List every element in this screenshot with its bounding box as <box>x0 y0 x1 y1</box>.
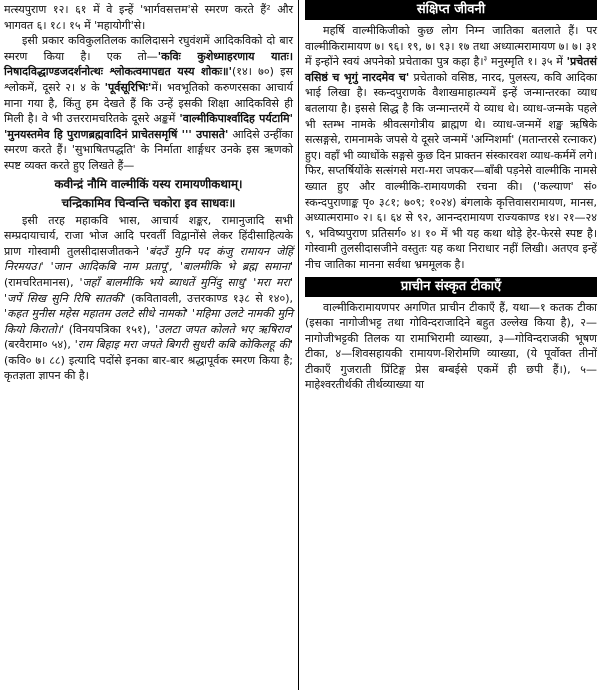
quote-purvasuri: 'पूर्वसूरिभिः' <box>104 80 152 94</box>
text-run: इसी तरह महाकवि भास, आचार्य शङ्कर, रामानुजादि सभी सम्प्रदायाचार्य, राजा भोज आदि परवर्ती विद्वानोंसे लेकर हिंदीसाहित्यके प्राण गोस्वामी तुलसीदासजीतकने <box>4 213 293 258</box>
paragraph-tulsidas <box>4 213 293 385</box>
paragraph-kalidasa <box>4 33 293 173</box>
text-run: में। भवभूतिको करुणरसका आचार्य माना गया है, किंतु हम देखते हैं कि उन्हें इसकी शिक्षा आदिकविसे ही मिली है। वे भी उत्तररामचरितके दूसरे अङ्कमें <box>4 80 293 126</box>
text-run: प्रचेताको वसिष्ठ, नारद, पुलस्त्य, कवि आदिका भाई लिखा है। स्कन्दपुराणके वैशाखमाहात्म्यमें इन्हें जन्मान्तरका व्याध बतलाया है। इससे सिद्ध है कि जन्मान्तरमें ये व्याध थे। व्याध-जन्मके पहले भी स्तम्भ नामके श्रीवत्सगोत्रीय ब्राह्मण थे। व्याध-जन्ममें शङ्ख ऋषिके सत्सङ्गसे, रामनामके जपसे ये दूसरे जन्ममें 'अग्निशर्मा' (मतान्तरसे रत्नाकर) हुए। वहाँ भी व्याधोंके सङ्गसे कुछ दिन प्राक्तन संस्कारवश व्याध-कर्ममें लगे। फिर, सप्तर्षियोंके सत्संगसे मरा-मरा जपकर—बाँबी पड़नेसे वाल्मीकि नामसे ख्यात हुए और वाल्मीकि-रामायणकी रचना की। ('कल्याण' सं० स्कन्दपुराणाङ्क पृ० ३८१; ७०९; १०२४) बंगलाके कृत्तिवासरामायण, मानस, अध्यात्मरामा० २। ६। ६४ से ९२, आनन्दरामायण राज्यकाण्ड १४। २१—२४ ९, भविष्यपुराण प्रतिसर्ग० ४। १० में भी यह कथा थोड़े हेर-फेरसे स्पष्ट है। गोस्वामी तुलसीदासजीने वस्तुतः यह कथा निराधार नहीं लिखी। अतएव इन्हें नीच जातिका मानना सर्वथा भ्रममूलक है। <box>305 70 598 271</box>
text-run: मनुस्मृति १। ३५ में <box>487 55 567 69</box>
paragraph-biography <box>305 23 597 273</box>
section-heading-commentaries: प्राचीन संस्कृत टीकाएँ <box>305 277 597 297</box>
paragraph-matsya: मत्स्यपुराण १२। ६१ में वे इन्हें 'भार्गवसत्तम'से स्मरण करते हैं² और भागवत ६। १८। १५ में 'महायोगी'से। <box>4 3 293 32</box>
paragraph-commentaries: वाल्मीकिरामायणपर अगणित प्राचीन टीकाएँ हैं, यथा—१ कतक टीका (इसका नागोजीभट्ट तथा गोविन्दराजादिने बहुत उल्लेख किया है), २—नागोजीभट्टकी तिलक या रामाभिरामी व्याख्या, ३—गोविन्दराजकी भूषण टीका, ४—शिवसहायकी रामायण-शिरोमणि व्याख्या, (ये पूर्वोक्त तीनों टीकाएँ गुजराती प्रिंटिङ्ग प्रेस बम्बईसे एकमें ही छपी हैं।), ५—माहेश्वरतीर्थकी तीर्थव्याख्या या <box>305 300 597 392</box>
right-column <box>300 0 600 690</box>
text-run: (कवितावली, उत्तरकाण्ड १३८ से १४०), <box>125 291 293 305</box>
verse-line-1: कवीन्द्रं नौमि वाल्मीकिं यस्य रामायणीकथाम्। <box>54 176 243 191</box>
text-run: महर्षि वाल्मीकिजीको कुछ लोग निम्न जातिका बतलाते हैं। पर वाल्मीकिरामायण ७। ९६। १९, ७। ९३। १७ तथा अध्यात्मरामायण ७। ७। ३१ में इन्होंने स्वयं अपनेको प्रचेताका पुत्र कहा है। <box>305 24 597 69</box>
text-run: (बरवैरामा० ५४), <box>4 338 75 352</box>
column-divider <box>298 0 299 690</box>
footnote-marker: ३ <box>483 54 488 63</box>
verse-line-2: चन्द्रिकामिव चिन्वन्ति चकोरा इव साधवः॥ <box>61 195 236 210</box>
text-run: (विनयपत्रिका १५१), <box>64 322 156 336</box>
text-run: (१४। ७०) इस श्लोकमें, दूसरे २। ४ के <box>4 65 293 94</box>
text-run: (रामचरितमानस), <box>4 275 80 289</box>
quote-manusmriti: 'प्रचेतसं वसिष्ठं च भृगुं नारदमेव च' <box>305 55 597 84</box>
quote-uttararamacharita: 'वाल्मीकिपार्श्वादिह पर्यटामि' 'मुनयस्तमेव हि पुराणब्रह्मवादिनं प्राचेतसमृषिं ''' उपासते' <box>4 112 293 141</box>
quote-barvai: 'उलटा जपत कोलते भए ऋषिराव' <box>155 322 293 336</box>
text-run: आदिसे उन्हींका स्मरण करते हैं। 'सुभाषितपद्धति' के निर्माता शार्ङ्गधर उनके इस ऋणको स्पष्ट व्यक्त करते हुए लिखते हैं— <box>4 127 293 172</box>
text-run: इसी प्रकार कविकुलतिलक कालिदासने रघुवंशमें आदिकविको दो बार स्मरण किया है। एक तो— <box>4 34 293 63</box>
section-heading-biography: संक्षिप्त जीवनी <box>305 0 597 20</box>
quote-raghuvansh: 'कविः कुशेध्माहरणाय यातः। निषादविद्धाण्डजदर्शनोत्थः श्लोकत्वमापद्यत यस्य शोकः॥' <box>4 49 293 79</box>
quote-manas: 'बंदउँ मुनि पद कंजु रामायन जेहिं निरमयउ।' 'जान आदिकबि नाम प्रतापू', 'बालमीकि भे ब्रह्म समाना' <box>4 244 293 274</box>
quote-kavitavali: 'जहाँ बालमीकि भये ब्याधतें मुनिंदु साधु' 'मरा मरा' 'जपें सिख सुनि रिषि सातकी' <box>4 275 293 305</box>
text-run: (कवि० ७। ८८) इत्यादि पदोंसे इनका बार-बार श्रद्धापूर्वक स्मरण किया है; कृतज्ञता ज्ञापन की है। <box>4 353 293 383</box>
quote-vinaypatrika: 'कहत मुनीस महेस महातम उलटे सीधे नामको' 'महिमा उलटे नामकी मुनि कियो किरातो।' <box>4 307 293 336</box>
left-column <box>0 0 297 690</box>
quote-kavi: 'राम बिहाइ मरा जपते बिगरी सुधरी कबि कोकिलहू की' <box>74 338 294 352</box>
